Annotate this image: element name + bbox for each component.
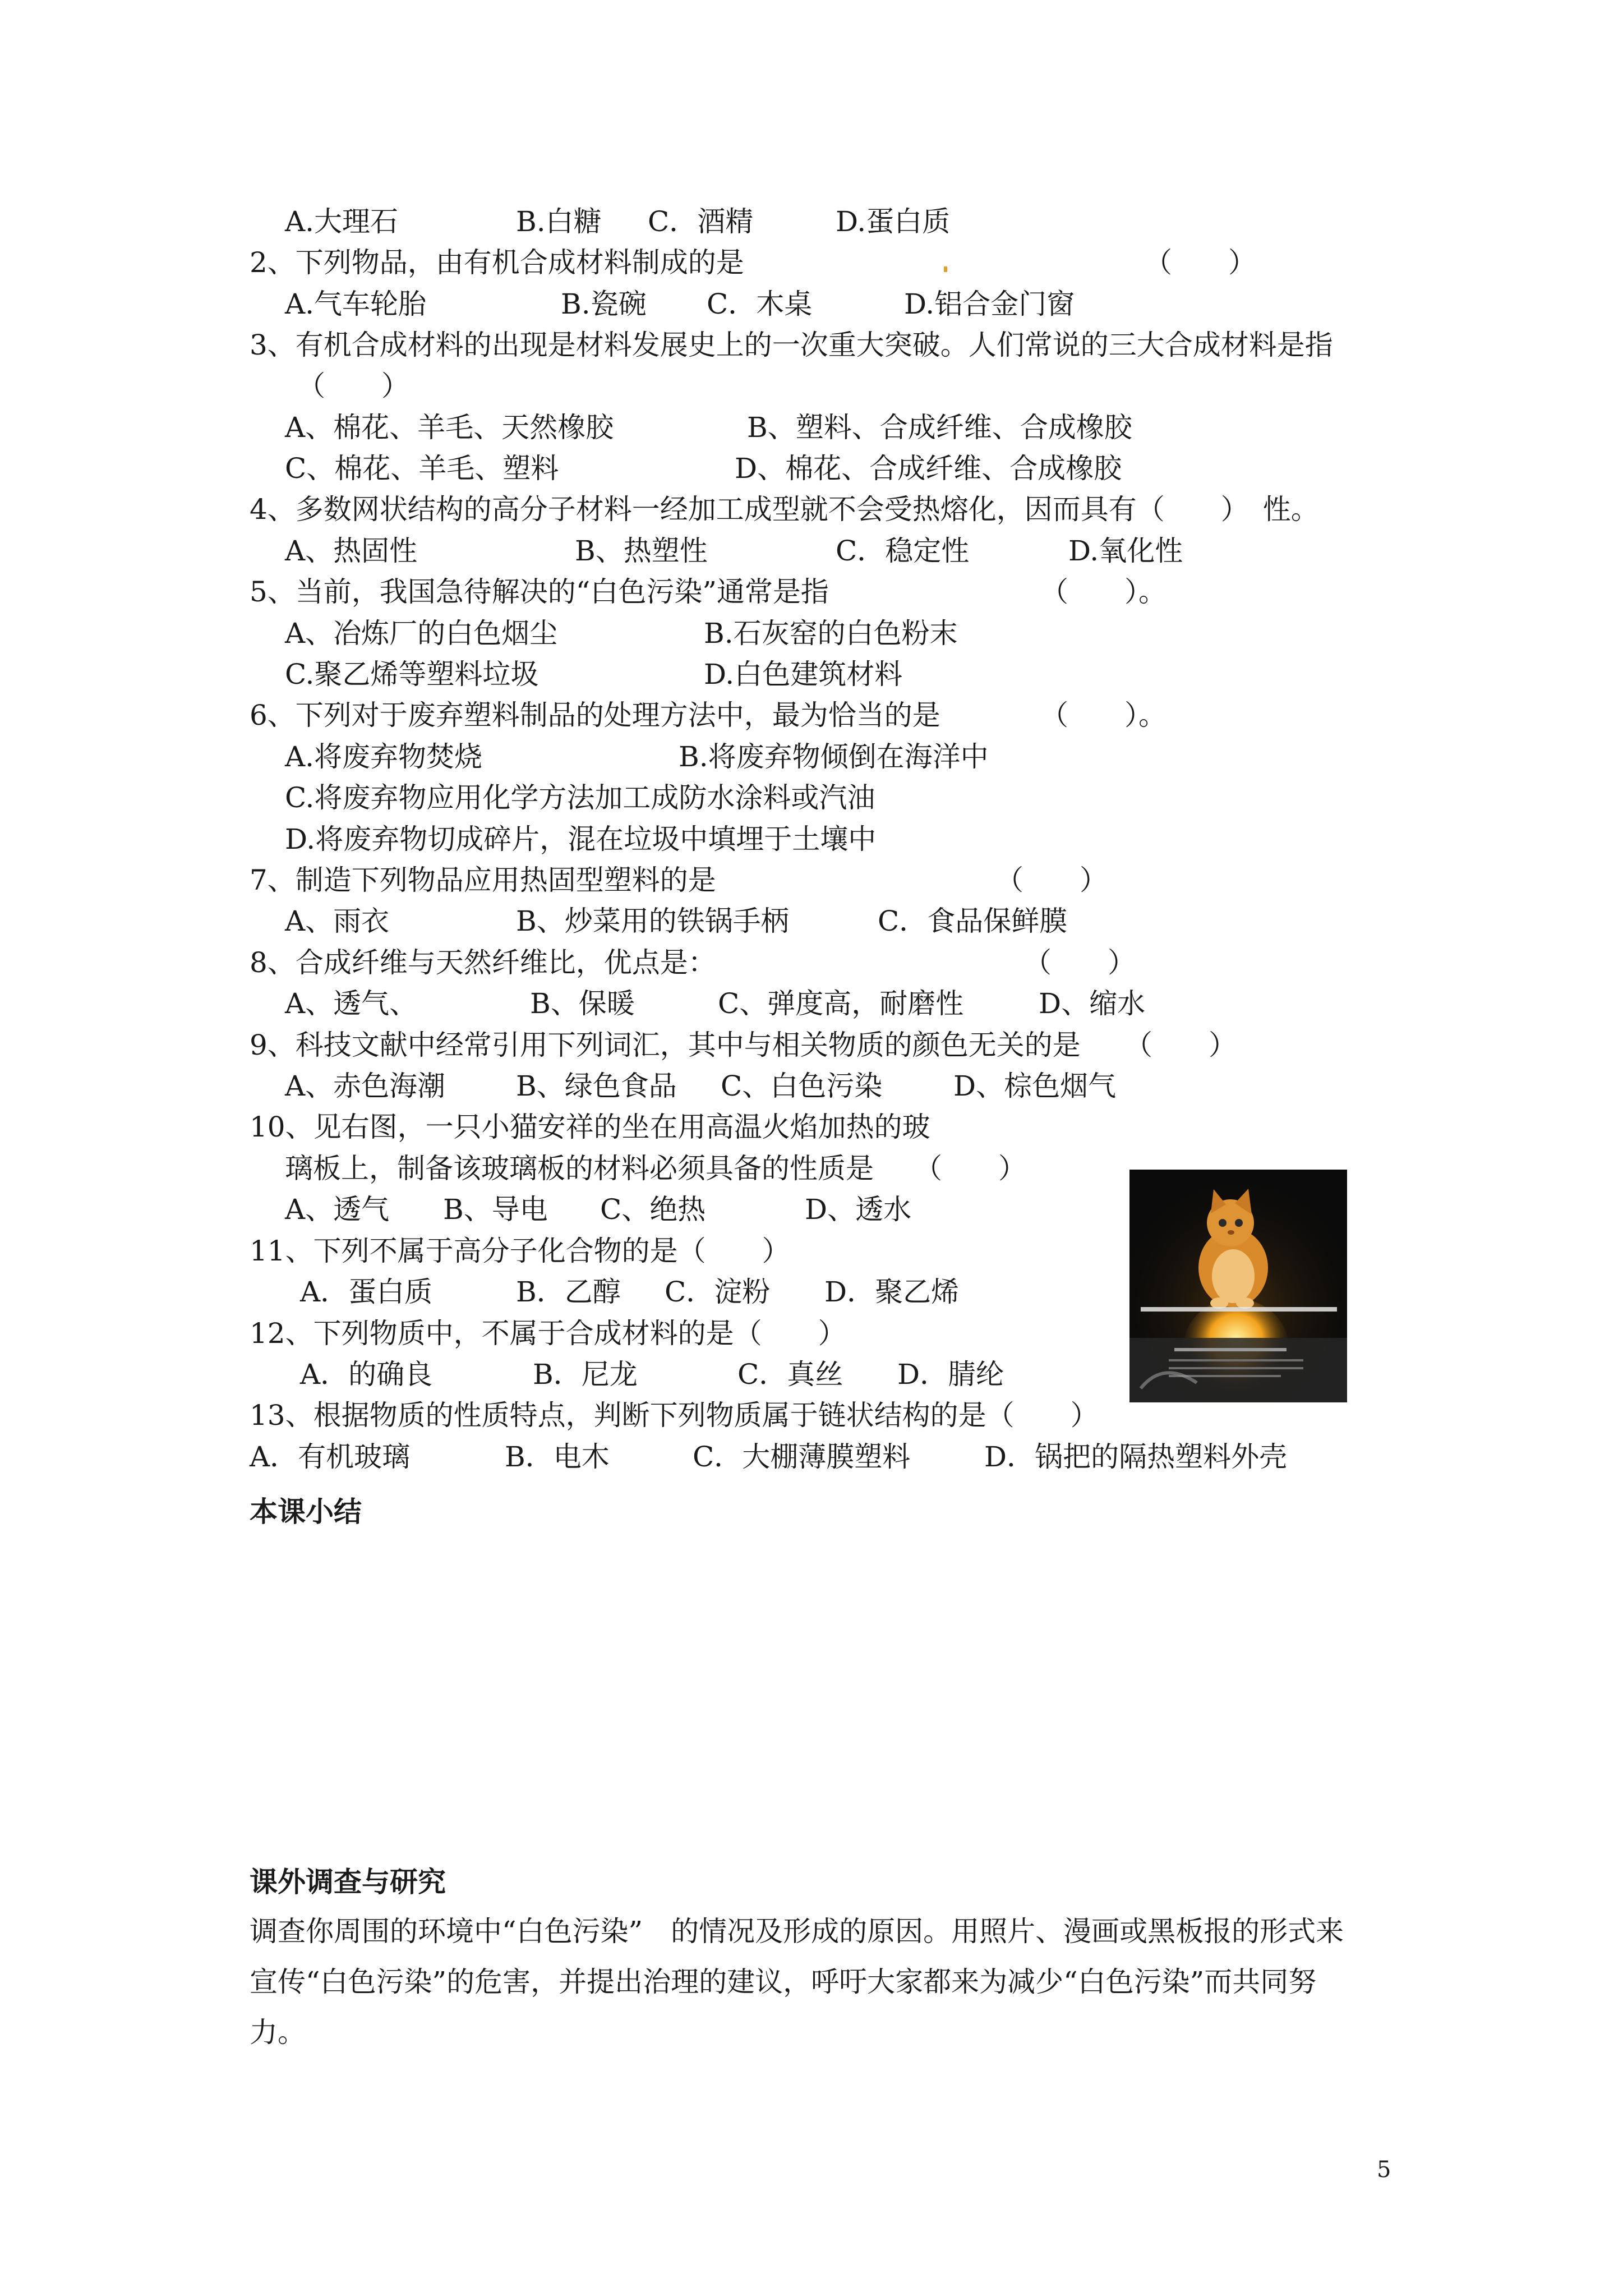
q7-option-c: C．食品保鲜膜 — [878, 905, 1068, 937]
q2-option-c: C．木桌 — [707, 288, 813, 320]
q4-stem: 4、多数网状结构的高分子材料一经加工成型就不会受热熔化，因而具有（ ） 性。 — [250, 493, 1319, 526]
q8-stem: 8、合成纤维与天然纤维比，优点是： — [250, 946, 716, 979]
q8-option-b: B、保暖 — [530, 987, 635, 1020]
q10-blank: （ ） — [914, 1152, 1026, 1185]
q1-option-a: A.大理石 — [285, 205, 399, 238]
q12-option-c: C．真丝 — [737, 1358, 843, 1391]
q3-option-a: A、棉花、羊毛、天然橡胶 — [285, 411, 614, 444]
q13-stem: 13、根据物质的性质特点，判断下列物质属于链状结构的是（ ） — [250, 1399, 1099, 1432]
stray-mark — [944, 266, 947, 272]
q11-option-d: D．聚乙烯 — [824, 1276, 960, 1308]
q12-option-a: A．的确良 — [300, 1358, 433, 1391]
q7-blank: （ ） — [995, 864, 1108, 896]
q6-option-c: C.将废弃物应用化学方法加工成防水涂料或汽油 — [285, 781, 875, 814]
q5-option-c: C.聚乙烯等塑料垃圾 — [285, 658, 539, 691]
q1-option-c: C．酒精 — [648, 205, 754, 238]
q3-blank: （ ） — [297, 370, 409, 402]
q13-option-d: D．锅把的隔热塑料外壳 — [984, 1441, 1288, 1473]
research-paragraph-line1: 调查你周围的环境中“白色污染” 的情况及形成的原因。用照片、漫画或黑板报的形式来 — [250, 1915, 1344, 1948]
q11-stem: 11、下列不属于高分子化合物的是（ ） — [250, 1235, 790, 1267]
q9-blank: （ ） — [1124, 1029, 1237, 1061]
cat-on-glass-figure — [1129, 1170, 1347, 1402]
q6-option-a: A.将废弃物焚烧 — [285, 740, 483, 773]
q4-option-a: A、热固性 — [285, 535, 418, 567]
research-heading: 课外调查与研究 — [250, 1866, 446, 1898]
q12-option-b: B．尼龙 — [533, 1358, 638, 1391]
q9-option-c: C、白色污染 — [721, 1070, 883, 1102]
q8-option-a: A、透气、 — [285, 987, 418, 1020]
q3-option-b: B、塑料、合成纤维、合成橡胶 — [747, 411, 1132, 444]
q10-stem-line1: 10、见右图，一只小猫安祥的坐在用高温火焰加热的玻 — [250, 1111, 930, 1143]
q2-blank: （ ） — [1144, 246, 1256, 279]
q10-stem-line2: 璃板上，制备该玻璃板的材料必须具备的性质是 — [285, 1152, 874, 1185]
q5-option-a: A、冶炼厂的白色烟尘 — [285, 617, 558, 650]
q9-option-d: D、棕色烟气 — [953, 1070, 1117, 1102]
q7-option-a: A、雨衣 — [285, 905, 390, 937]
q9-option-a: A、赤色海潮 — [285, 1070, 446, 1102]
q10-option-d: D、透水 — [805, 1193, 912, 1226]
q6-blank: （ ）。 — [1040, 699, 1166, 731]
q1-option-b: B.白糖 — [516, 205, 602, 238]
q4-option-c: C．稳定性 — [836, 535, 970, 567]
page-number: 5 — [1377, 2157, 1391, 2183]
q10-option-c: C、绝热 — [600, 1193, 706, 1226]
q8-blank: （ ） — [1023, 946, 1136, 979]
q7-stem: 7、制造下列物品应用热固型塑料的是 — [250, 864, 716, 896]
q9-stem: 9、科技文献中经常引用下列词汇，其中与相关物质的颜色无关的是 — [250, 1029, 1081, 1061]
q8-option-d: D、缩水 — [1039, 987, 1146, 1020]
q5-option-b: B.石灰窑的白色粉末 — [704, 617, 958, 650]
q13-option-c: C．大棚薄膜塑料 — [693, 1441, 911, 1473]
q11-option-b: B．乙醇 — [516, 1276, 621, 1308]
q13-option-b: B．电木 — [505, 1441, 610, 1473]
q8-option-c: C、弹度高，耐磨性 — [718, 987, 964, 1020]
q2-option-b: B.瓷碗 — [561, 288, 647, 320]
q1-option-d: D.蛋白质 — [836, 205, 951, 238]
q10-option-b: B、导电 — [443, 1193, 548, 1226]
q2-option-a: A.气车轮胎 — [285, 288, 427, 320]
q12-option-d: D．腈纶 — [897, 1358, 1004, 1391]
research-paragraph-line2: 宣传“白色污染”的危害，并提出治理的建议，呼吁大家都来为减少“白色污染”而共同努 — [250, 1966, 1317, 1998]
q2-stem: 2、下列物品，由有机合成材料制成的是 — [250, 246, 744, 279]
q12-stem: 12、下列物质中，不属于合成材料的是（ ） — [250, 1317, 846, 1350]
q9-option-b: B、绿色食品 — [516, 1070, 677, 1102]
q13-option-a: A．有机玻璃 — [250, 1441, 411, 1473]
q4-option-d: D.氧化性 — [1068, 535, 1183, 567]
q10-option-a: A、透气 — [285, 1193, 390, 1226]
q5-option-d: D.白色建筑材料 — [704, 658, 903, 691]
q5-blank: （ ）。 — [1040, 576, 1166, 608]
q2-option-d: D.铝合金门窗 — [904, 288, 1075, 320]
q4-option-b: B、热塑性 — [575, 535, 708, 567]
q6-stem: 6、下列对于废弃塑料制品的处理方法中，最为恰当的是 — [250, 699, 940, 731]
q6-option-b: B.将废弃物倾倒在海洋中 — [679, 740, 989, 773]
q3-option-c: C、棉花、羊毛、塑料 — [285, 452, 559, 485]
summary-heading: 本课小结 — [250, 1496, 362, 1528]
q6-option-d: D.将废弃物切成碎片，混在垃圾中填埋于土壤中 — [285, 823, 877, 855]
q3-option-d: D、棉花、合成纤维、合成橡胶 — [735, 452, 1122, 485]
cat-on-glass-image — [1129, 1170, 1347, 1402]
research-paragraph-line3: 力。 — [250, 2016, 306, 2049]
q11-option-a: A．蛋白质 — [300, 1276, 433, 1308]
q3-stem: 3、有机合成材料的出现是材料发展史上的一次重大突破。人们常说的三大合成材料是指 — [250, 329, 1333, 361]
q5-stem: 5、当前，我国急待解决的“白色污染”通常是指 — [250, 576, 829, 608]
q7-option-b: B、炒菜用的铁锅手柄 — [516, 905, 789, 937]
q11-option-c: C．淀粉 — [665, 1276, 771, 1308]
